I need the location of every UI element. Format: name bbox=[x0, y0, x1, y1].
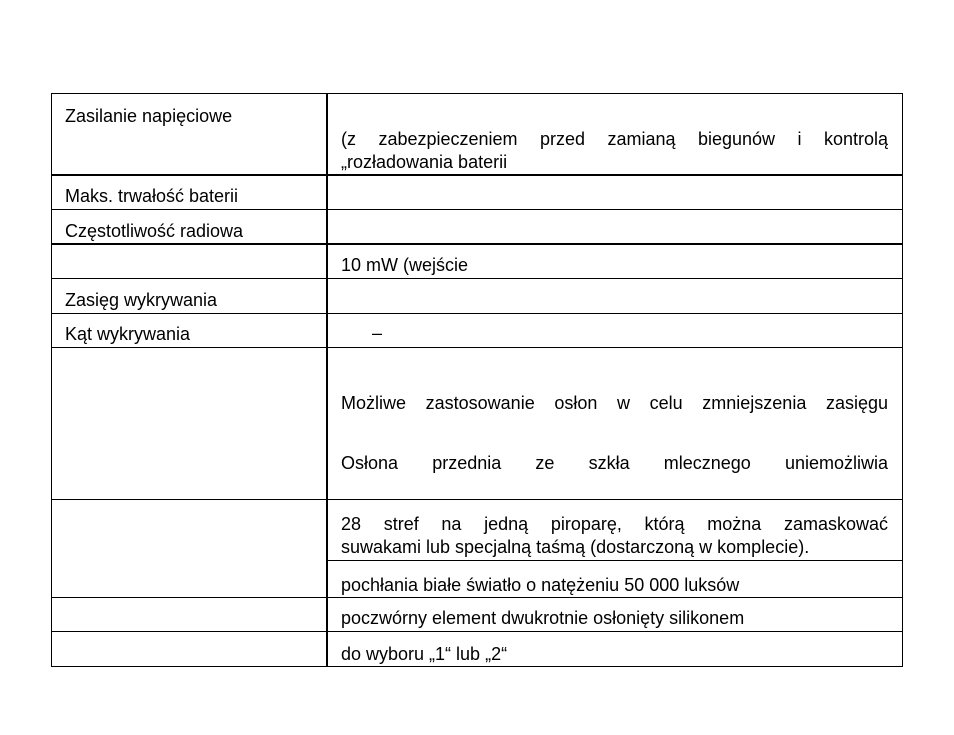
row-divider bbox=[51, 347, 903, 348]
table-border-left bbox=[51, 93, 52, 667]
word: Osłona bbox=[341, 453, 399, 473]
row-divider bbox=[51, 174, 903, 176]
row-divider bbox=[51, 278, 903, 279]
word: szkła bbox=[588, 453, 630, 473]
value-element: poczwórny element dwukrotnie osłonięty silikonem bbox=[341, 608, 745, 628]
word: 28 bbox=[341, 514, 362, 534]
value-oslony bbox=[341, 392, 888, 414]
table-border-right bbox=[902, 93, 903, 667]
label-kat: Kąt wykrywania bbox=[65, 324, 191, 344]
word: piroparę, bbox=[550, 514, 622, 534]
word: jedną bbox=[484, 514, 529, 534]
word: można bbox=[707, 514, 762, 534]
value-zasilanie-line1 bbox=[341, 128, 888, 150]
value-wybor: do wyboru „1“ lub „2“ bbox=[341, 644, 508, 664]
word: stref bbox=[383, 514, 419, 534]
word: kontrolą bbox=[823, 129, 888, 149]
value-strefy-line2: suwakami lub specjalną taśmą (dostarczoną w komplecie). bbox=[341, 537, 810, 557]
row-divider bbox=[51, 243, 903, 245]
word: osłon bbox=[554, 393, 598, 413]
value-strefy-line1 bbox=[341, 513, 888, 535]
word: zabezpieczeniem bbox=[378, 129, 518, 149]
word: zmniejszenia bbox=[702, 393, 807, 413]
value-zasilanie-line2: „rozładowania baterii bbox=[341, 152, 508, 172]
label-zasilanie: Zasilanie napięciowe bbox=[65, 106, 233, 126]
word: uniemożliwia bbox=[784, 453, 888, 473]
value-swiatlo: pochłania białe światło o natężeniu 50 000 luksów bbox=[341, 575, 740, 595]
label-czestotliwosc: Częstotliwość radiowa bbox=[65, 221, 244, 241]
word: i bbox=[797, 129, 802, 149]
row-divider bbox=[51, 631, 903, 632]
row-divider bbox=[51, 499, 903, 500]
row-divider bbox=[51, 313, 903, 314]
value-oslona bbox=[341, 452, 888, 474]
word: zamaskować bbox=[783, 514, 888, 534]
word: przednia bbox=[432, 453, 502, 473]
word: Możliwe bbox=[341, 393, 407, 413]
word: mlecznego bbox=[663, 453, 751, 473]
value-kat: – bbox=[372, 323, 383, 343]
table-border-top bbox=[51, 93, 903, 94]
value-moc: 10 mW (wejście bbox=[341, 255, 469, 275]
word: którą bbox=[644, 514, 685, 534]
word: na bbox=[441, 514, 462, 534]
word: (z bbox=[341, 129, 356, 149]
label-trwalosc: Maks. trwałość baterii bbox=[65, 186, 239, 206]
label-zasieg: Zasięg wykrywania bbox=[65, 290, 218, 310]
table-border-bottom bbox=[51, 666, 903, 667]
word: przed bbox=[539, 129, 586, 149]
column-divider bbox=[326, 93, 328, 667]
row-divider bbox=[51, 597, 903, 598]
word: w bbox=[617, 393, 630, 413]
word: celu bbox=[649, 393, 683, 413]
row-divider bbox=[327, 560, 903, 561]
word: zasięgu bbox=[825, 393, 888, 413]
word: biegunów bbox=[697, 129, 776, 149]
word: zastosowanie bbox=[425, 393, 535, 413]
word: ze bbox=[535, 453, 555, 473]
spec-table bbox=[51, 93, 903, 667]
row-divider bbox=[51, 209, 903, 210]
word: zamianą bbox=[607, 129, 676, 149]
